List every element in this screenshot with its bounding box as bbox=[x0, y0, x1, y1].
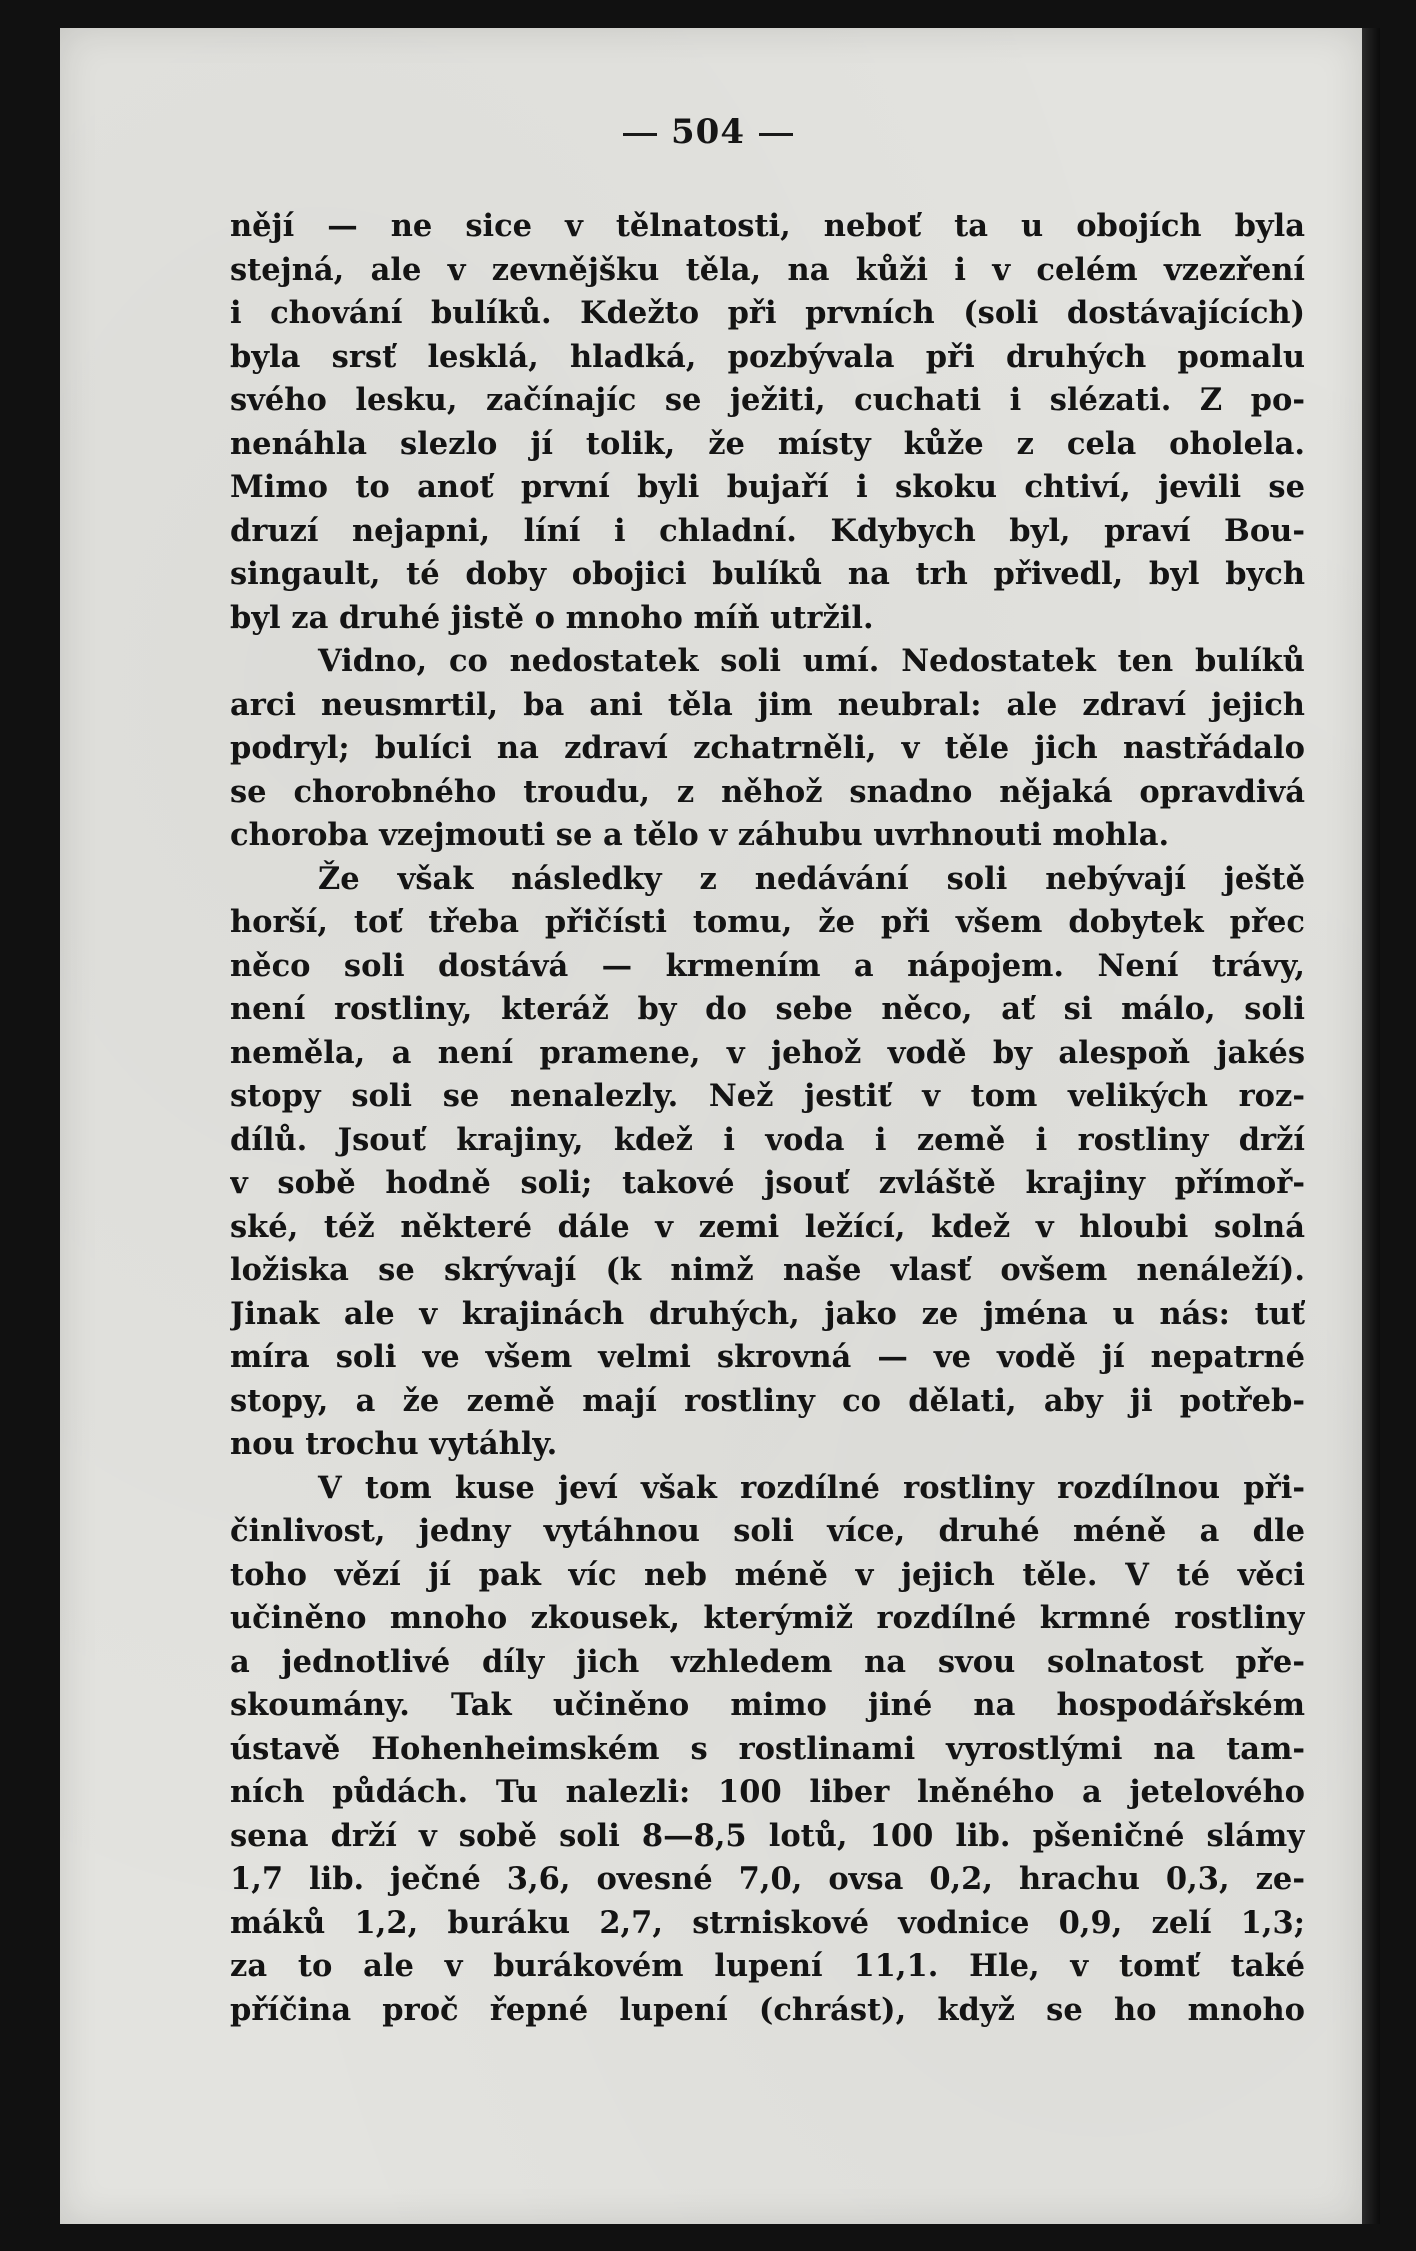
text-line: neměla, a není pramene, v jehož vodě by alespoň jakés bbox=[230, 1034, 1305, 1071]
text-line: máků 1,2, buráku 2,7, strniskové vodnice 0,9, zelí 1,3; bbox=[230, 1904, 1305, 1941]
text-line: skoumány. Tak učiněno mimo jiné na hospodářském bbox=[230, 1687, 1305, 1723]
text-line: stopy soli se nenalezly. Než jestiť v tom velikých roz- bbox=[230, 1078, 1305, 1114]
text-line: horší, toť třeba přičísti tomu, že při všem dobytek přec bbox=[230, 904, 1305, 940]
text-line: svého lesku, začínajíc se ježiti, cuchati i slézati. Z po- bbox=[230, 382, 1305, 418]
text-line: singault, té doby obojici bulíků na trh přivedl, byl bych bbox=[230, 556, 1305, 592]
text-line: arci neusmrtil, ba ani těla jim neubral: ale zdraví jejich bbox=[230, 686, 1305, 723]
text-line: V tom kuse jeví však rozdílné rostliny rozdílnou při- bbox=[318, 1469, 1305, 1506]
page-number-dash-right bbox=[759, 133, 793, 136]
text-line: Mimo to anoť první byli bujaří i skoku chtiví, jevili se bbox=[230, 469, 1305, 505]
text-line: nějí — ne sice v tělnatosti, neboť ta u obojích byla bbox=[230, 208, 1305, 244]
text-line: Jinak ale v krajinách druhých, jako ze jména u nás: tuť bbox=[230, 1295, 1305, 1332]
text-line: nenáhla slezlo jí tolik, že místy kůže z cela oholela. bbox=[230, 425, 1305, 462]
text-line: choroba vzejmouti se a tělo v záhubu uvrhnouti mohla. bbox=[230, 817, 1170, 853]
text-line: i chování bulíků. Kdežto při prvních (soli dostávajících) bbox=[230, 295, 1305, 331]
page-number bbox=[0, 112, 1416, 152]
text-line: ložiska se skrývají (k nimž naše vlasť ovšem nenáleží). bbox=[230, 1252, 1305, 1288]
text-line: se chorobného troudu, z něhož snadno nějaká opravdivá bbox=[230, 773, 1305, 810]
text-line: učiněno mnoho zkousek, kterýmiž rozdílné krmné rostliny bbox=[230, 1600, 1305, 1636]
text-line: v sobě hodně soli; takové jsouť zvláště krajiny přímoř- bbox=[230, 1165, 1305, 1201]
page-edge-shadow bbox=[1362, 28, 1380, 2224]
text-line: činlivost, jedny vytáhnou soli více, druhé méně a dle bbox=[230, 1513, 1305, 1549]
text-line: Že však následky z nedávání soli nebývají ještě bbox=[318, 860, 1305, 897]
text-line: Vidno, co nedostatek soli umí. Nedostatek ten bulíků bbox=[318, 643, 1305, 679]
text-line: příčina proč řepné lupení (chrást), když se ho mnoho bbox=[230, 1991, 1305, 2028]
text-line: ské, též některé dále v zemi ležící, kdež v hloubi solná bbox=[230, 1208, 1305, 1245]
text-line: míra soli ve všem velmi skrovná — ve vodě jí nepatrné bbox=[230, 1339, 1305, 1375]
text-line: toho vězí jí pak víc neb méně v jejich těle. V té věci bbox=[230, 1556, 1305, 1593]
text-line: není rostliny, kteráž by do sebe něco, ať si málo, soli bbox=[230, 991, 1305, 1027]
text-line: ústavě Hohenheimském s rostlinami vyrostlými na tam- bbox=[230, 1730, 1305, 1767]
body-text bbox=[230, 205, 1305, 2032]
text-line: byla srsť lesklá, hladká, pozbývala při druhých pomalu bbox=[230, 338, 1305, 375]
text-line: byl za druhé jistě o mnoho míň utržil. bbox=[230, 599, 874, 636]
text-line: za to ale v burákovém lupení 11,1. Hle, v tomť také bbox=[230, 1948, 1305, 1984]
text-line: dílů. Jsouť krajiny, kdež i voda i země i rostliny drží bbox=[230, 1121, 1305, 1158]
text-line: druzí nejapni, líní i chladní. Kdybych byl, praví Bou- bbox=[230, 512, 1305, 549]
text-line: sena drží v sobě soli 8—8,5 lotů, 100 lib. pšeničné slámy bbox=[230, 1817, 1305, 1854]
page-number-value: 504 bbox=[671, 112, 745, 152]
text-line: 1,7 lib. ječné 3,6, ovesné 7,0, ovsa 0,2, hrachu 0,3, ze- bbox=[230, 1861, 1305, 1897]
text-line: stejná, ale v zevnějšku těla, na kůži i v celém vzezření bbox=[230, 251, 1305, 288]
text-line: něco soli dostává — krmením a nápojem. Není trávy, bbox=[230, 947, 1305, 984]
page-number-dash-left bbox=[623, 133, 657, 136]
text-line: ních půdách. Tu nalezli: 100 liber lněného a jetelového bbox=[230, 1774, 1305, 1810]
text-line: podryl; bulíci na zdraví zchatrněli, v těle jich nastřádalo bbox=[230, 730, 1305, 766]
text-line: stopy, a že země mají rostliny co dělati, aby ji potřeb- bbox=[230, 1382, 1305, 1419]
text-line: a jednotlivé díly jich vzhledem na svou solnatost pře- bbox=[230, 1643, 1305, 1680]
text-line: nou trochu vytáhly. bbox=[230, 1426, 558, 1462]
